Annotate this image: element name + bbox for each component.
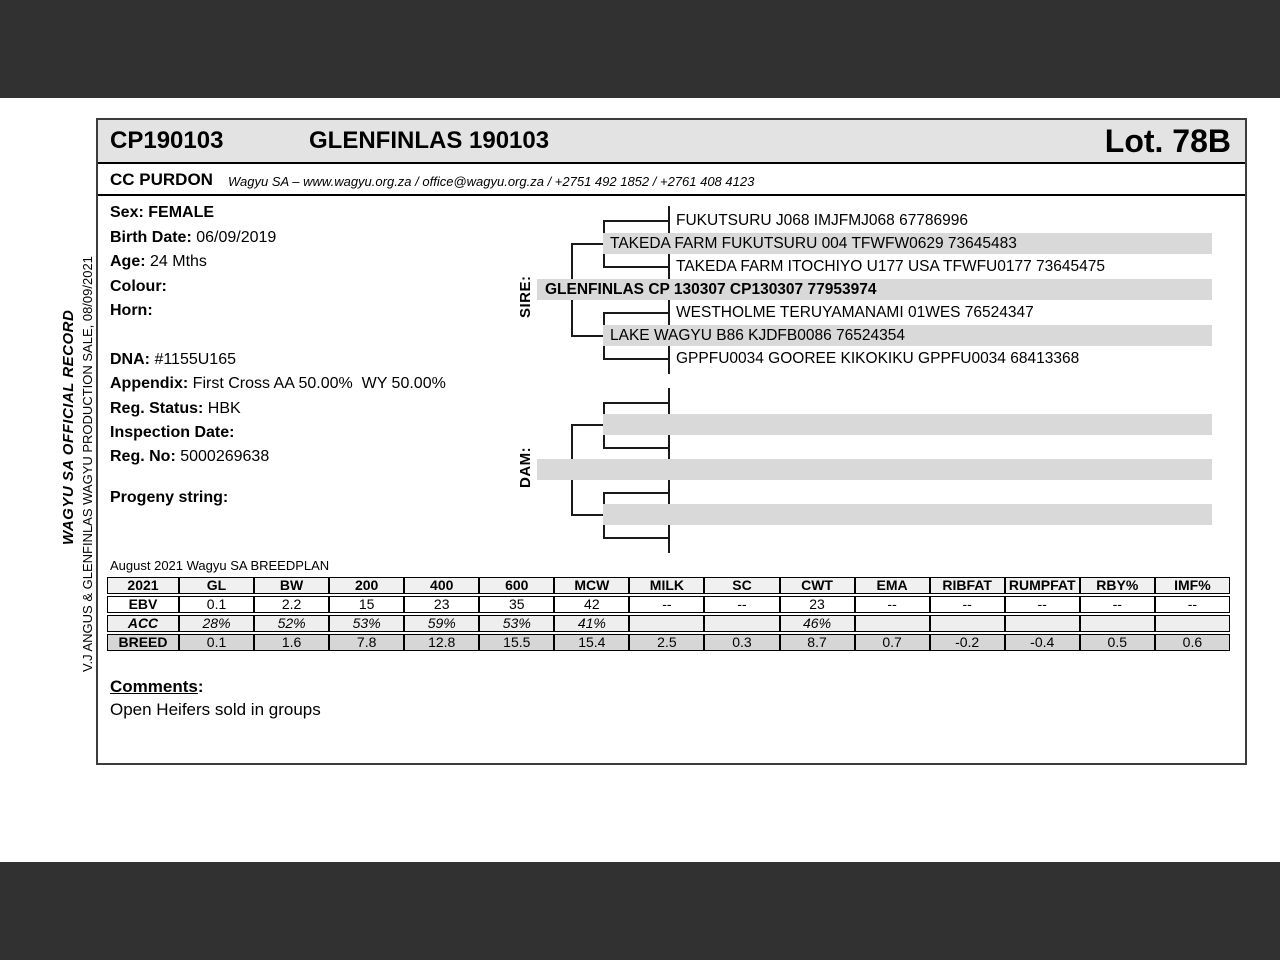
pedigree-line: [603, 537, 668, 539]
table-cell: 28%: [179, 615, 254, 632]
table-cell: 2.2: [254, 596, 329, 613]
detail-value: 24 Mths: [145, 253, 207, 270]
society-contact-line: Wagyu SA – www.wagyu.org.za / office@wagyu.org.za / +2751 492 1852 / +2761 408 4123: [228, 174, 755, 189]
table-cell: --: [1155, 596, 1230, 613]
table-cell: 0.1: [179, 634, 254, 651]
table-header-cell: 600: [479, 577, 554, 594]
lot-record-card: [96, 118, 1247, 765]
detail-value: #1155U165: [150, 351, 236, 368]
table-cell: 7.8: [329, 634, 404, 651]
detail-label: Age:: [110, 253, 146, 270]
table-header-cell: EMA: [855, 577, 930, 594]
pedigree-bar: [603, 414, 1212, 435]
dam-label: DAM:: [517, 446, 534, 488]
pedigree-entry: TAKEDA FARM ITOCHIYO U177 USA TFWFU0177 73645475: [676, 258, 1106, 275]
table-cell: 46%: [780, 615, 855, 632]
detail-label: Birth Date:: [110, 229, 192, 246]
comments-text: Open Heifers sold in groups: [110, 700, 321, 719]
detail-row: [110, 252, 207, 272]
table-cell: --: [629, 596, 704, 613]
table-row: [107, 634, 1230, 651]
breedplan-caption: August 2021 Wagyu SA BREEDPLAN: [110, 558, 330, 573]
breedplan-table-wrap: [107, 575, 1230, 653]
table-header-cell: CWT: [780, 577, 855, 594]
pedigree-entry: GLENFINLAS CP 130307 CP130307 77953974: [545, 281, 877, 298]
detail-row: [110, 350, 236, 370]
sire-label: SIRE:: [517, 275, 534, 318]
table-header-cell: RBY%: [1080, 577, 1155, 594]
sidebar-sale-text: V.J ANGUS & GLENFINLAS WAGYU PRODUCTION SALE, 08/09/2021: [80, 256, 95, 672]
table-cell: 0.5: [1080, 634, 1155, 651]
pedigree-entry: TAKEDA FARM FUKUTSURU 004 TFWFW0629 73645483: [610, 235, 1017, 252]
title-bar: [98, 120, 1245, 164]
detail-label: Appendix:: [110, 375, 189, 392]
table-cell: 59%: [404, 615, 479, 632]
table-cell: --: [855, 596, 930, 613]
detail-label: Reg. No:: [110, 448, 176, 465]
pedigree-line: [571, 243, 603, 245]
detail-row: [110, 228, 276, 248]
table-cell: 15: [329, 596, 404, 613]
detail-row: [110, 301, 153, 321]
table-cell: --: [704, 596, 779, 613]
table-cell: [704, 615, 779, 632]
pedigree-entry: GPPFU0034 GOOREE KIKOKIKU GPPFU0034 68413368: [676, 350, 1080, 367]
table-cell: 0.1: [179, 596, 254, 613]
detail-value: 06/09/2019: [191, 229, 277, 246]
comments-colon: :: [197, 677, 204, 696]
animal-name: GLENFINLAS 190103: [309, 127, 550, 154]
table-header-cell: MCW: [554, 577, 629, 594]
lot-number: Lot. 78B: [1104, 122, 1231, 159]
pedigree-bar: [537, 459, 1212, 480]
table-cell: [855, 615, 930, 632]
table-row-label: EBV: [107, 596, 179, 613]
table-cell: 52%: [254, 615, 329, 632]
table-cell: --: [1005, 596, 1080, 613]
table-header-cell: BW: [254, 577, 329, 594]
table-row: [107, 615, 1230, 632]
pedigree-line: [571, 335, 603, 337]
table-header-cell: MILK: [629, 577, 704, 594]
pedigree-line: [571, 424, 603, 426]
detail-row: [110, 488, 228, 508]
table-header-cell: 400: [404, 577, 479, 594]
table-cell: 2.5: [629, 634, 704, 651]
pedigree-line: [603, 358, 668, 360]
pedigree-line: [603, 402, 668, 404]
sidebar-official-record-text: WAGYU SA OFFICIAL RECORD: [60, 309, 77, 545]
pedigree-line: [603, 447, 668, 449]
pedigree-line: [603, 492, 668, 494]
table-row-label: ACC: [107, 615, 179, 632]
table-cell: [629, 615, 704, 632]
table-cell: [1005, 615, 1080, 632]
table-header-cell: IMF%: [1155, 577, 1230, 594]
table-cell: -0.2: [930, 634, 1005, 651]
detail-value: HBK: [203, 400, 241, 417]
table-cell: [1155, 615, 1230, 632]
table-cell: 15.4: [554, 634, 629, 651]
table-cell: 0.7: [855, 634, 930, 651]
table-cell: 8.7: [780, 634, 855, 651]
detail-row: [110, 447, 269, 467]
table-cell: --: [1080, 596, 1155, 613]
animal-id: CP190103: [110, 127, 224, 154]
table-header-cell: SC: [704, 577, 779, 594]
table-cell: 41%: [554, 615, 629, 632]
table-cell: 1.6: [254, 634, 329, 651]
pedigree-entry: FUKUTSURU J068 IMJFMJ068 67786996: [676, 212, 969, 229]
table-header-row: [107, 577, 1230, 594]
detail-label: Inspection Date:: [110, 424, 235, 441]
table-cell: -0.4: [1005, 634, 1080, 651]
table-header-cell: RUMPFAT: [1005, 577, 1080, 594]
table-cell: 23: [780, 596, 855, 613]
detail-label: DNA:: [110, 351, 150, 368]
detail-row: [110, 399, 241, 419]
detail-row: [110, 374, 446, 394]
pedigree-entry: LAKE WAGYU B86 KJDFB0086 76524354: [610, 327, 905, 344]
pedigree-line: [571, 514, 603, 516]
detail-label: Horn:: [110, 302, 153, 319]
comments-label: Comments: [110, 677, 198, 696]
table-row-label: BREED: [107, 634, 179, 651]
table-cell: 0.6: [1155, 634, 1230, 651]
table-header-cell: RIBFAT: [930, 577, 1005, 594]
table-cell: 35: [479, 596, 554, 613]
table-row: [107, 596, 1230, 613]
detail-row: [110, 203, 214, 223]
top-dark-band: [0, 0, 1280, 98]
detail-label: Reg. Status:: [110, 400, 204, 417]
pedigree-line: [603, 266, 668, 268]
table-cell: 53%: [329, 615, 404, 632]
table-cell: [930, 615, 1005, 632]
table-cell: [1080, 615, 1155, 632]
comments-heading: [110, 677, 204, 697]
bottom-dark-band: [0, 862, 1280, 960]
breedplan-table: [107, 575, 1230, 653]
detail-row: [110, 423, 234, 443]
table-cell: 12.8: [404, 634, 479, 651]
table-cell: --: [930, 596, 1005, 613]
table-cell: 15.5: [479, 634, 554, 651]
detail-label: Sex:: [110, 204, 144, 221]
table-cell: 53%: [479, 615, 554, 632]
breeder-name: CC PURDON: [110, 170, 213, 189]
pedigree-line: [603, 220, 668, 222]
detail-value: First Cross AA 50.00% WY 50.00%: [188, 375, 446, 392]
detail-row: [110, 277, 167, 297]
detail-label: Colour:: [110, 278, 167, 295]
table-cell: 23: [404, 596, 479, 613]
pedigree-entry: WESTHOLME TERUYAMANAMI 01WES 76524347: [676, 304, 1034, 321]
table-header-cell: 2021: [107, 577, 179, 594]
pedigree-line: [603, 312, 668, 314]
detail-value: FEMALE: [143, 204, 215, 221]
table-header-cell: GL: [179, 577, 254, 594]
table-header-cell: 200: [329, 577, 404, 594]
detail-value: 5000269638: [175, 448, 270, 465]
breeder-bar: [98, 164, 1245, 196]
detail-label: Progeny string:: [110, 489, 229, 506]
pedigree-bar: [603, 504, 1212, 525]
table-cell: 42: [554, 596, 629, 613]
table-cell: 0.3: [704, 634, 779, 651]
